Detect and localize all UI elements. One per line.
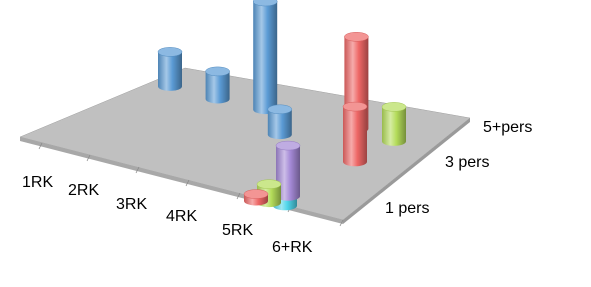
depth-tick-label: 1 pers (385, 200, 430, 217)
x-tick-label: 3RK (116, 196, 148, 213)
x-tick-label: 2RK (68, 182, 100, 199)
bar-2RK-depth-5 (206, 67, 230, 104)
bar-4RK-depth-4 (268, 105, 292, 139)
x-tick-label: 5RK (222, 222, 254, 239)
depth-tick-label: 5+pers (483, 119, 533, 136)
x-tick-label: 4RK (166, 208, 198, 225)
bar-6+RK-depth-1 (244, 190, 268, 206)
bar-1RK-depth-5 (158, 47, 182, 91)
bar-6+RK-depth-4 (343, 102, 367, 166)
bar-3RK-depth-5 (253, 0, 277, 114)
x-tick-label: 6+RK (272, 239, 313, 256)
depth-tick-label: 3 pers (445, 154, 490, 171)
bar-6+RK-depth-5 (382, 102, 406, 145)
x-tick-label: 1RK (22, 174, 54, 191)
